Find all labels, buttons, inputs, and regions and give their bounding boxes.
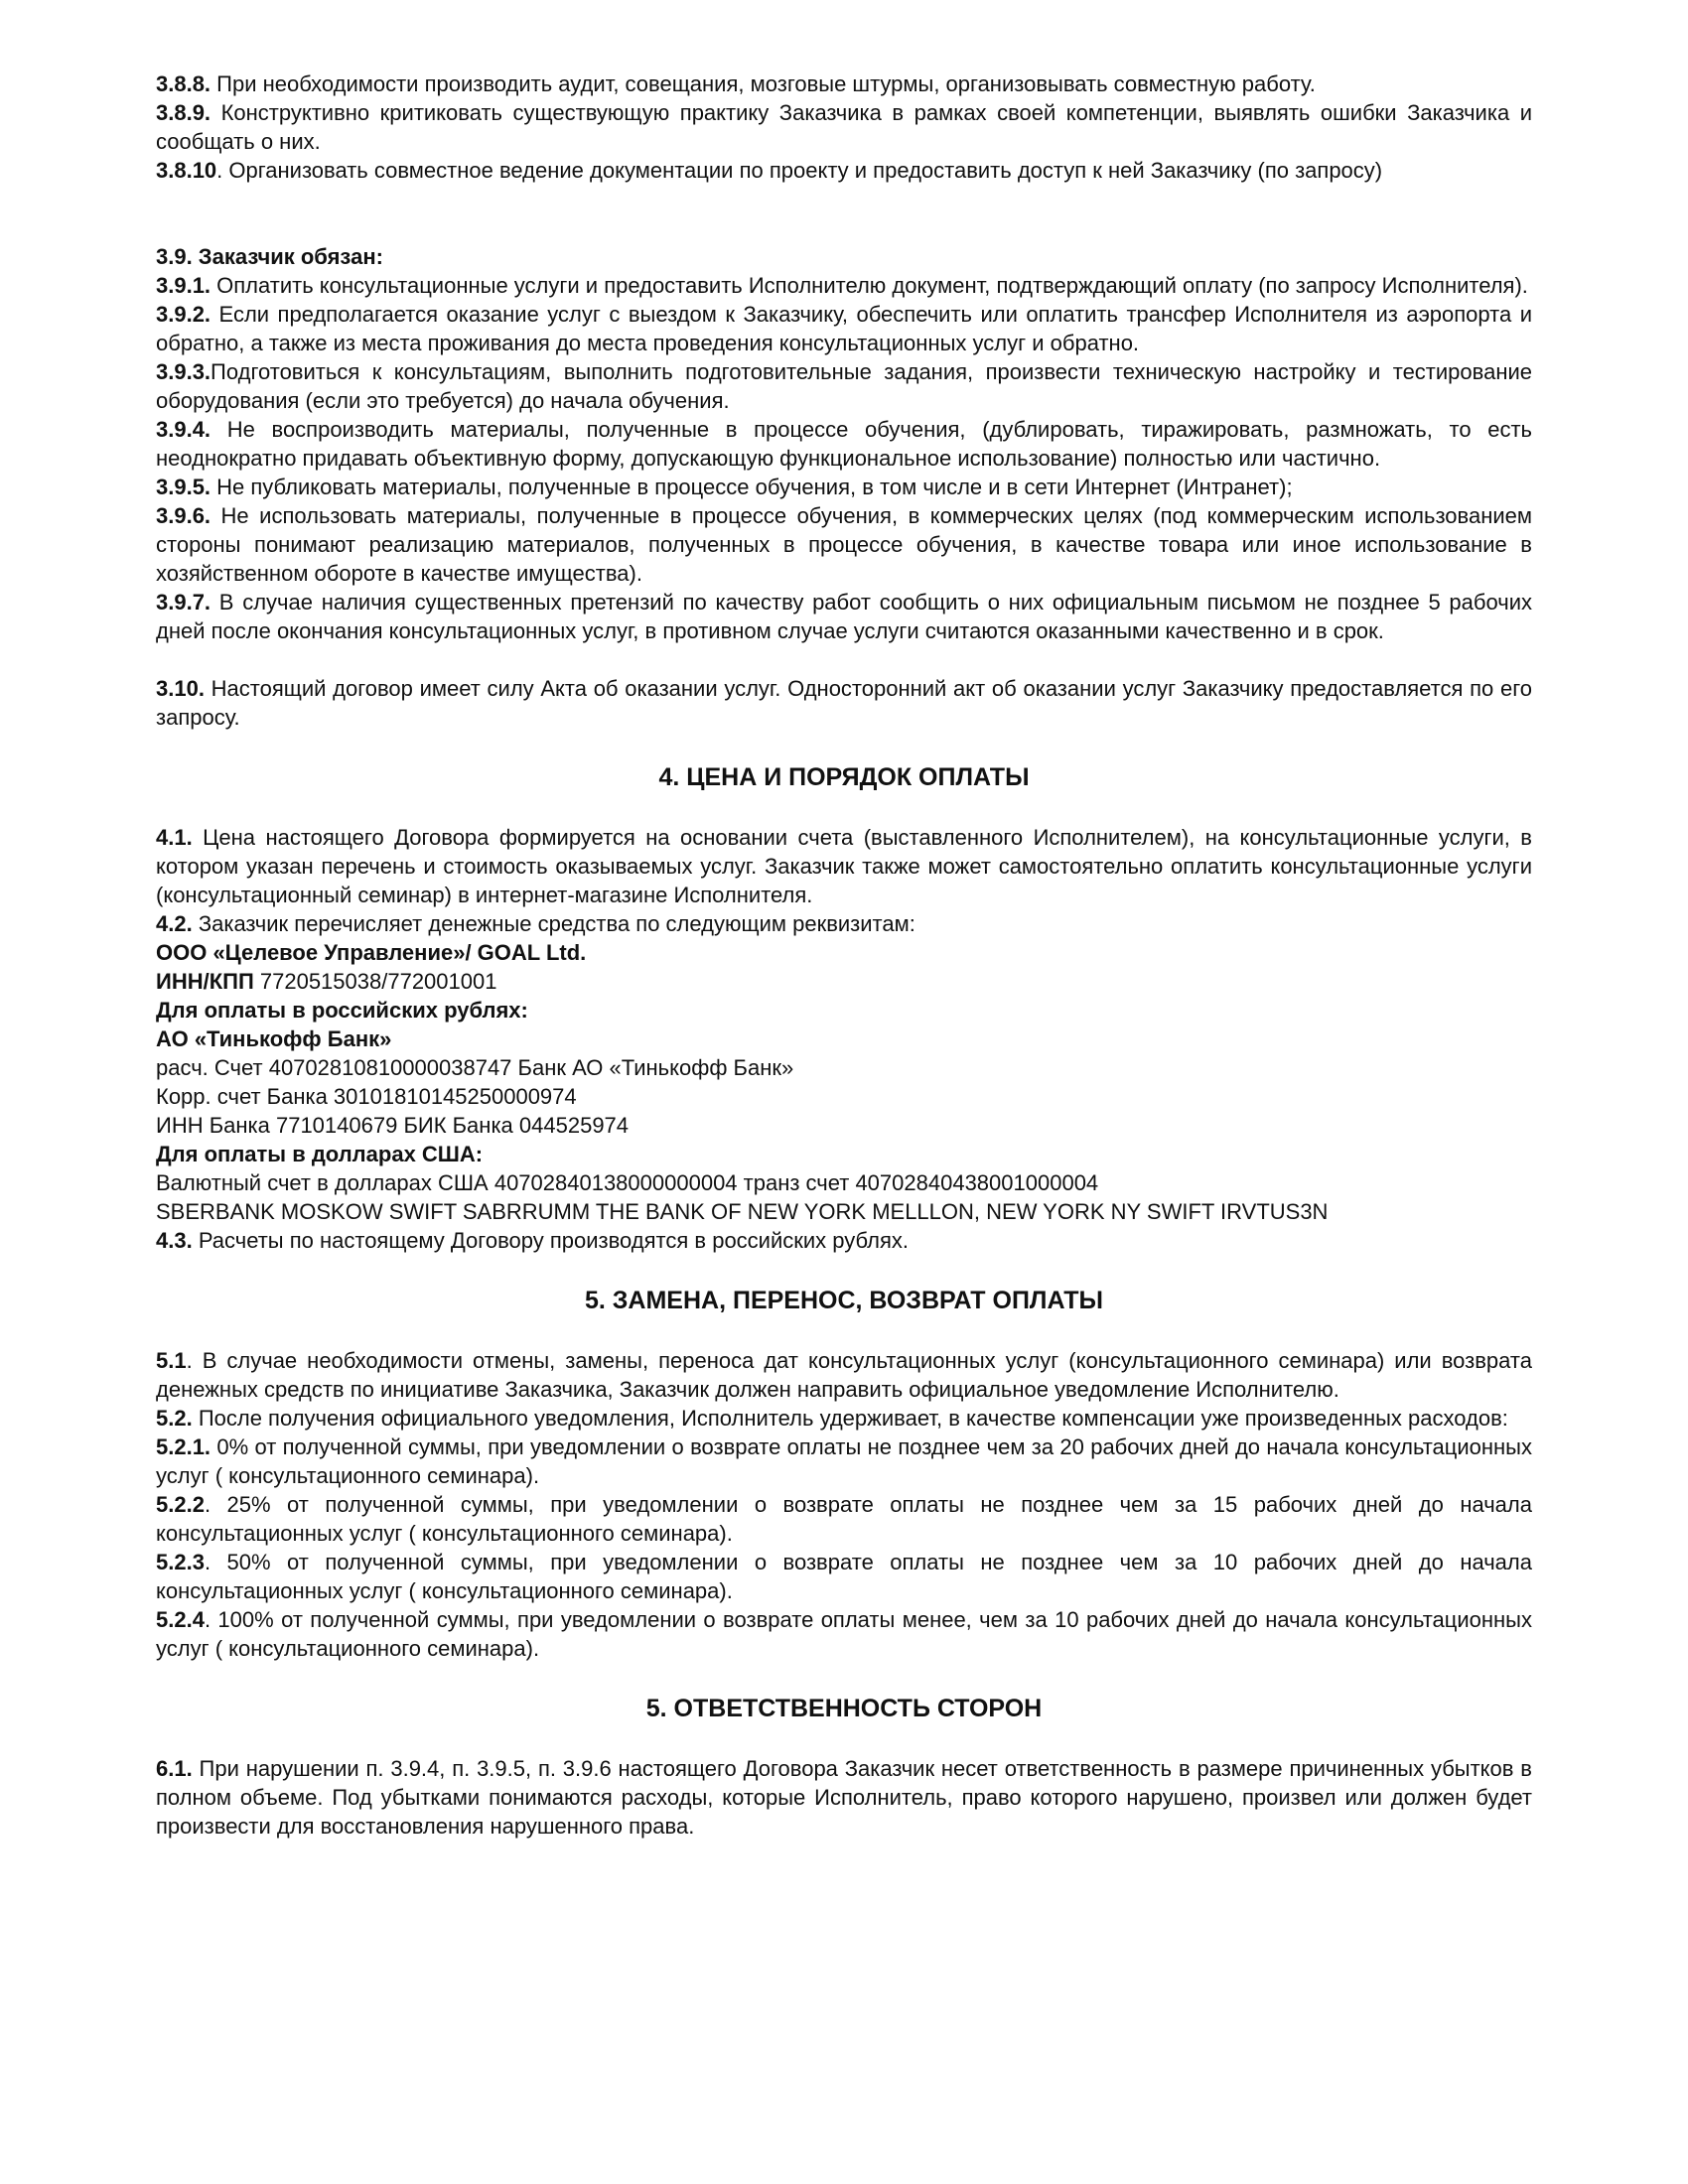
spacer — [156, 645, 1532, 674]
clause-text: Заказчик перечисляет денежные средства по следующим реквизитам: — [192, 911, 915, 936]
clause-3-8-9 — [156, 98, 1532, 156]
clause-3-9-5 — [156, 473, 1532, 501]
clause-text: Подготовиться к консультациям, выполнить подготовительные задания, произвести техническую настройку и тестирование оборудования (если это требуется) до начала обучения. — [156, 359, 1532, 413]
clause-3-9-3 — [156, 357, 1532, 415]
clause-5-2-4 — [156, 1605, 1532, 1663]
clause-text: . В случае необходимости отмены, замены, переноса дат консультационных услуг (консультационного семинара) или возврата денежных средств по инициативе Заказчика, Заказчик должен направить официальное уведомление Исполнителю. — [156, 1348, 1532, 1402]
clause-6-1 — [156, 1754, 1532, 1841]
clause-number: 6.1. — [156, 1756, 193, 1781]
clause-5-2-2 — [156, 1490, 1532, 1548]
clause-text: . 50% от полученной суммы, при уведомлении о возврате оплаты не позднее чем за 10 рабочих дней до начала консультационных услуг ( консультационного семинара). — [156, 1550, 1532, 1603]
inn-value: 7720515038/772001001 — [253, 969, 497, 994]
bank-name: АО «Тинькофф Банк» — [156, 1026, 392, 1051]
clause-number: 4.3. — [156, 1228, 193, 1253]
corr-account-line: Корр. счет Банка 30101810145250000974 — [156, 1084, 577, 1109]
account-line: расч. Счет 40702810810000038747 Банк АО «Тинькофф Банк» — [156, 1055, 794, 1080]
clause-3-9-6 — [156, 501, 1532, 588]
spacer — [156, 1663, 1532, 1693]
clause-5-2 — [156, 1404, 1532, 1433]
spacer — [156, 1724, 1532, 1754]
section-title: 3.9. Заказчик обязан: — [156, 244, 383, 269]
spacer — [156, 1255, 1532, 1285]
usd-account-line: Валютный счет в долларах США 40702840138000000004 транз счет 40702840438001000004 — [156, 1170, 1099, 1195]
clause-number: 3.9.6. — [156, 503, 211, 528]
bank-bik-line: ИНН Банка 7710140679 БИК Банка 044525974 — [156, 1113, 630, 1138]
clause-number: 5.2.3 — [156, 1550, 205, 1574]
clause-number: 3.8.10 — [156, 158, 217, 183]
clause-number: 3.10. — [156, 676, 205, 701]
clause-number: 3.9.3. — [156, 359, 211, 384]
clause-3-9-1 — [156, 271, 1532, 300]
clause-number: 4.2. — [156, 911, 193, 936]
clause-3-9-4 — [156, 415, 1532, 473]
clause-text: Не воспроизводить материалы, полученные в процессе обучения, (дублировать, тиражировать, размножать, то есть неоднократно придавать объективную форму, допускающую функциональное использование) полностью или частично. — [156, 417, 1532, 471]
clause-number: 5.2.1. — [156, 1434, 211, 1459]
clause-number: 3.9.4. — [156, 417, 211, 442]
clause-3-8-10 — [156, 156, 1532, 185]
clause-3-9-2 — [156, 300, 1532, 357]
clause-text: После получения официального уведомления, Исполнитель удерживает, в качестве компенсации уже произведенных расходов: — [192, 1406, 1508, 1431]
clause-text: В случае наличия существенных претензий по качеству работ сообщить о них официальным письмом не позднее 5 рабочих дней после окончания консультационных услуг, в противном случае услуги считаются оказанными качественно и в срок. — [156, 590, 1532, 643]
clause-number: 4.1. — [156, 825, 193, 850]
clause-list-3-9 — [156, 271, 1532, 645]
clause-text: . 25% от полученной суммы, при уведомлении о возврате оплаты не позднее чем за 15 рабочих дней до начала консультационных услуг ( консультационного семинара). — [156, 1492, 1532, 1546]
section-heading-5: 5. ЗАМЕНА, ПЕРЕНОС, ВОЗВРАТ ОПЛАТЫ — [584, 1287, 1104, 1314]
document-page — [156, 69, 1532, 1841]
clause-number: 3.9.2. — [156, 302, 211, 327]
clause-3-9-7 — [156, 588, 1532, 645]
section-heading-4: 4. ЦЕНА И ПОРЯДОК ОПЛАТЫ — [658, 763, 1030, 791]
clause-number: 5.2.4 — [156, 1607, 205, 1632]
clause-number: 3.9.5. — [156, 475, 211, 499]
clause-text: При необходимости производить аудит, совещания, мозговые штурмы, организовывать совместную работу. — [211, 71, 1316, 96]
clause-4-3 — [156, 1226, 1532, 1255]
clause-number: 5.2.2 — [156, 1492, 205, 1517]
rub-payment-label: Для оплаты в российских рублях: — [156, 998, 528, 1023]
spacer — [156, 185, 1532, 242]
clause-number: 5.2. — [156, 1406, 193, 1431]
spacer — [156, 793, 1532, 823]
clause-3-8-8 — [156, 69, 1532, 98]
clause-text: Конструктивно критиковать существующую практику Заказчика в рамках своей компетенции, выявлять ошибки Заказчика и сообщать о них. — [156, 100, 1532, 154]
clause-number: 3.8.9. — [156, 100, 211, 125]
clause-number: 3.9.1. — [156, 273, 211, 298]
section-heading-6: 5. ОТВЕТСТВЕННОСТЬ СТОРОН — [645, 1695, 1043, 1722]
clause-text: . 100% от полученной суммы, при уведомлении о возврате оплаты менее, чем за 10 рабочих дней до начала консультационных услуг ( консультационного семинара). — [156, 1607, 1532, 1661]
spacer — [156, 732, 1532, 761]
inn-label: ИНН/КПП — [156, 969, 254, 994]
inn-kpp-line — [156, 967, 1532, 996]
clause-text: Расчеты по настоящему Договору производятся в российских рублях. — [192, 1228, 909, 1253]
clause-text: Не публиковать материалы, полученные в процессе обучения, в том числе и в сети Интернет (Интранет); — [211, 475, 1293, 499]
clause-text: . Организовать совместное ведение документации по проекту и предоставить доступ к ней Заказчику (по запросу) — [216, 158, 1383, 183]
clause-text: Если предполагается оказание услуг с выездом к Заказчику, обеспечить или оплатить трансфер Исполнителя из аэропорта и обратно, а также из места проживания до места проведения консультационных услуг и обратно. — [156, 302, 1532, 355]
clause-text: Настоящий договор имеет силу Акта об оказании услуг. Односторонний акт об оказании услуг Заказчику предоставляется по его запросу. — [156, 676, 1532, 730]
clause-3-10 — [156, 674, 1532, 732]
clause-text: Оплатить консультационные услуги и предоставить Исполнителю документ, подтверждающий оплату (по запросу Исполнителя). — [211, 273, 1528, 298]
clause-text: 0% от полученной суммы, при уведомлении о возврате оплаты не позднее чем за 20 рабочих дней до начала консультационных услуг ( консультационного семинара). — [156, 1434, 1532, 1488]
swift-line: SBERBANK MOSKOW SWIFT SABRRUMM THE BANK OF NEW YORK MELLLON, NEW YORK NY SWIFT IRVTUS3N — [156, 1199, 1329, 1224]
clause-text: Не использовать материалы, полученные в процессе обучения, в коммерческих целях (под коммерческим использованием стороны понимают реализацию материалов, полученных в процессе обучения, в качестве товара или иное использование в хозяйственном обороте в качестве имущества). — [156, 503, 1532, 586]
clause-5-2-1 — [156, 1433, 1532, 1490]
clause-number: 5.1 — [156, 1348, 187, 1373]
clause-text: При нарушении п. 3.9.4, п. 3.9.5, п. 3.9.6 настоящего Договора Заказчик несет ответственность в размере причиненных убытков в полном объеме. Под убытками понимаются расходы, которые Исполнитель, право которого нарушено, произвел или должен будет произвести для восстановления нарушенного права. — [156, 1756, 1532, 1839]
section-3-9-title — [156, 242, 1532, 271]
clause-number: 3.9.7. — [156, 590, 211, 614]
clause-text: Цена настоящего Договора формируется на основании счета (выставленного Исполнителем), на консультационные услуги, в котором указан перечень и стоимость оказываемых услуг. Заказчик также может самостоятельно оплатить консультационные услуги (консультационный семинар) в интернет-магазине Исполнителя. — [156, 825, 1532, 907]
clause-4-2 — [156, 909, 1532, 938]
clause-number: 3.8.8. — [156, 71, 211, 96]
usd-payment-label: Для оплаты в долларах США: — [156, 1142, 484, 1166]
clause-5-1 — [156, 1346, 1532, 1404]
spacer — [156, 1316, 1532, 1346]
clause-5-2-3 — [156, 1548, 1532, 1605]
company-name: ООО «Целевое Управление»/ GOAL Ltd. — [156, 940, 587, 965]
clause-4-1 — [156, 823, 1532, 909]
